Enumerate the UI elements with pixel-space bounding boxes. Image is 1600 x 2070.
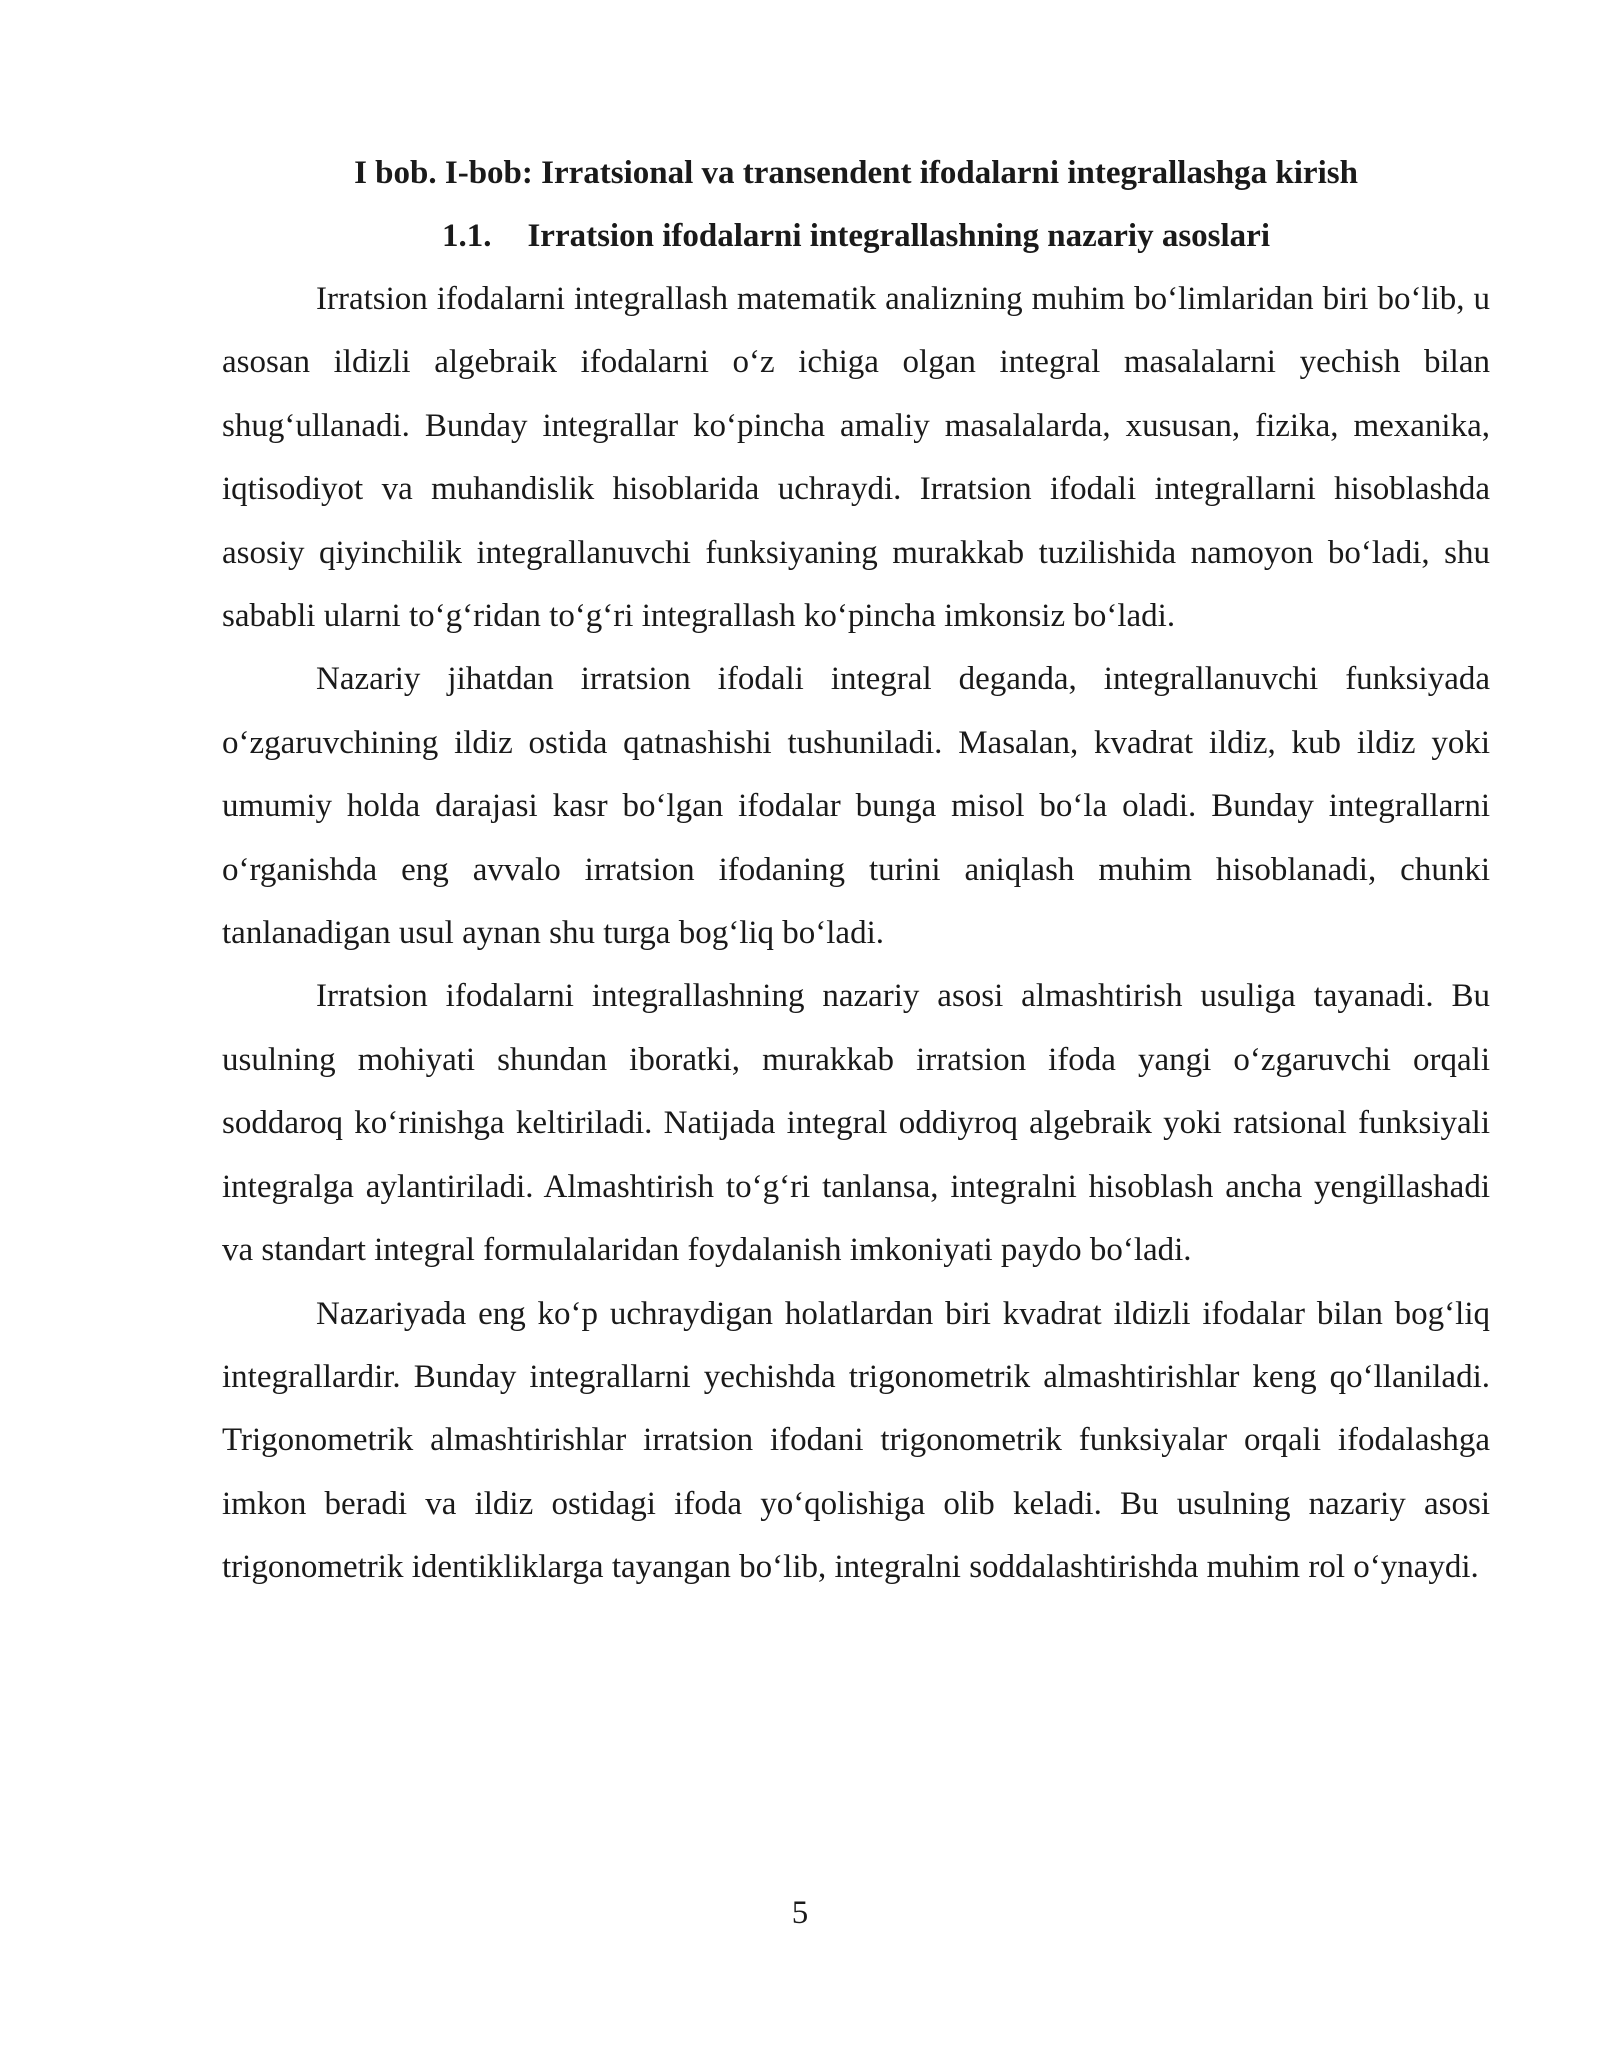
- section-heading: [222, 205, 1490, 268]
- page-number: 5: [791, 1895, 809, 1931]
- section-number: 1.1.: [441, 218, 492, 254]
- chapter-title: I bob. I-bob: Irratsional va transendent ifodalarni integrallashga kirish: [354, 155, 1358, 191]
- paragraph: Nazariyada eng koʻp uchraydigan holatlardan biri kvadrat ildizli ifodalar bilan bogʻliq integrallardir. Bunday integrallarni yechishda trigonometrik almashtirishlar keng qoʻllaniladi. Trigonometrik almashtirishlar irratsion ifodani trigonometrik funksiyalar orqali ifodalashga imkon beradi va ildiz ostidagi ifoda yoʻqolishiga olib keladi. Bu usulning nazariy asosi trigonometrik identikliklarga tayangan boʻlib, integralni soddalashtirishda muhim rol oʻynaydi.: [222, 1295, 1490, 1586]
- paragraph: Irratsion ifodalarni integrallashning nazariy asosi almashtirish usuliga tayanadi. Bu usulning mohiyati shundan iboratki, murakkab irratsion ifoda yangi oʻzgaruvchi orqali soddaroq koʻrinishga keltiriladi. Natijada integral oddiyroq algebraik yoki ratsional funksiyali integralga aylantiriladi. Almashtirish toʻgʻri tanlansa, integralni hisoblash ancha yengillashadi va standart integral formulalaridan foydalanish imkoniyati paydo boʻladi.: [222, 978, 1490, 1269]
- paragraph: Irratsion ifodalarni integrallash matematik analizning muhim boʻlimlaridan biri boʻlib, u asosan ildizli algebraik ifodalarni oʻz ichiga olgan integral masalalarni yechish bilan shugʻullanadi. Bunday integrallar koʻpincha amaliy masalalarda, xususan, fizika, mexanika, iqtisodiyot va muhandislik hisoblarida uchraydi. Irratsion ifodali integrallarni hisoblashda asosiy qiyinchilik integrallanuvchi funksiyaning murakkab tuzilishida namoyon boʻladi, shu sababli ularni toʻgʻridan toʻgʻri integrallash koʻpincha imkonsiz boʻladi.: [222, 281, 1490, 635]
- section-title: Irratsion ifodalarni integrallashning nazariy asoslari: [527, 218, 1271, 254]
- page-content: [222, 142, 1490, 1600]
- paragraph: Nazariy jihatdan irratsion ifodali integral deganda, integrallanuvchi funksiyada oʻzgaruvchining ildiz ostida qatnashishi tushuniladi. Masalan, kvadrat ildiz, kub ildiz yoki umumiy holda darajasi kasr boʻlgan ifodalar bunga misol boʻla oladi. Bunday integrallarni oʻrganishda eng avvalo irratsion ifodaning turini aniqlash muhim hisoblanadi, chunki tanlanadigan usul aynan shu turga bogʻliq boʻladi.: [222, 661, 1490, 952]
